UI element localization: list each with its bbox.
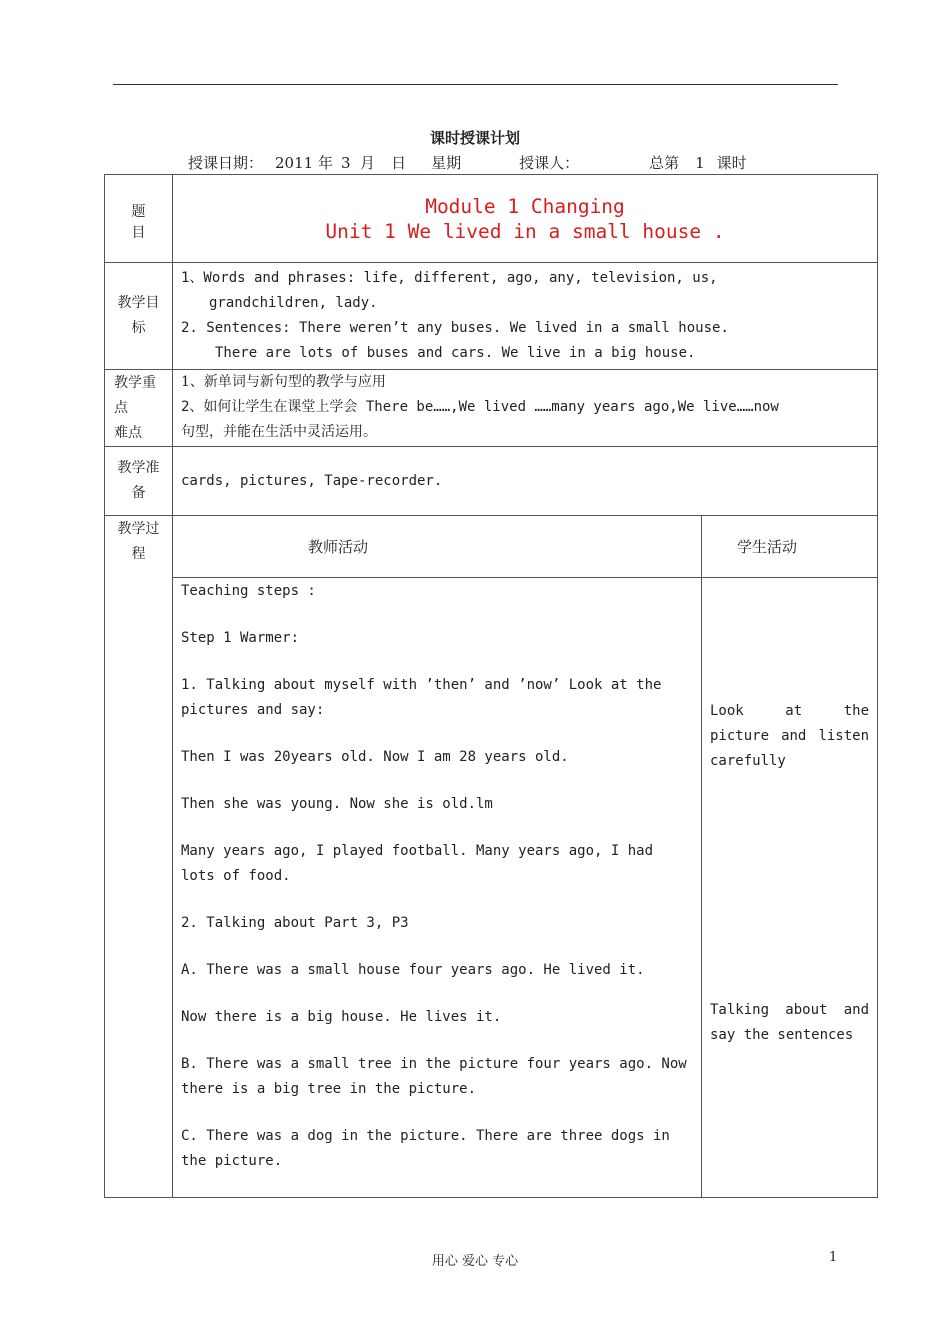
topic-label: 题 目: [105, 175, 173, 263]
date-label: 授课日期：: [188, 154, 264, 172]
objective-line: There are lots of buses and cars. We live in a big house.: [215, 345, 696, 361]
topic-cell: [173, 175, 878, 263]
prep-cell: [173, 447, 878, 516]
teaching-step-line: Then I was 20years old. Now I am 28 years old.: [181, 749, 569, 765]
lesson-plan-table: [104, 174, 878, 1198]
objectives-row: [105, 263, 878, 370]
page-number: 1: [829, 1250, 838, 1265]
keypoint-line: 句型，并能在生活中灵活运用。: [181, 424, 377, 440]
teaching-step-line: Many years ago, I played football. Many years ago, I had lots of food.: [181, 843, 654, 884]
student-activity-cell: [702, 578, 878, 1198]
keypoints-label: 教学重 点 难点: [105, 370, 173, 447]
teaching-step-line: 2. Talking about Part 3, P3: [181, 915, 409, 931]
total-label: 总第: [649, 154, 680, 172]
module-title: Module 1 Changing: [425, 195, 625, 218]
objectives-cell: [173, 263, 878, 370]
prep-label: 教学准 备: [105, 447, 173, 516]
teaching-step-line: Step 1 Warmer:: [181, 630, 300, 646]
objective-line: 1、Words and phrases: life, different, ago, any, television, us,: [181, 270, 718, 286]
keypoint-line: 2、如何让学生在课堂上学会 There be……,We lived ……many years ago,We live……now: [181, 399, 779, 415]
teacher-activity-header: 教师活动: [173, 516, 702, 578]
process-header-row: [105, 516, 878, 578]
student-note: Talking about and say the sentences: [710, 1002, 870, 1043]
lesson-meta: [188, 152, 747, 173]
month-value: 3 月: [340, 154, 376, 172]
teaching-step-line: A. There was a small house four years ago. He lived it.: [181, 962, 645, 978]
teaching-step-line: Then she was young. Now she is old.lm: [181, 796, 493, 812]
topic-row: [105, 175, 878, 263]
keypoints-row: [105, 370, 878, 447]
header-rule: [113, 84, 838, 85]
page-title: 课时授课计划: [429, 129, 520, 147]
teacher-label: 授课人：: [519, 154, 580, 172]
day-label: 日: [391, 154, 407, 172]
student-activity-header: 学生活动: [702, 516, 878, 578]
teaching-step-line: Now there is a big house. He lives it.: [181, 1009, 502, 1025]
prep-row: [105, 447, 878, 516]
teacher-activity-cell: [173, 578, 702, 1198]
teaching-step-line: C. There was a dog in the picture. There are three dogs in the picture.: [181, 1128, 670, 1169]
teaching-step-line: 1. Talking about myself with ’then’ and ’now’ Look at the pictures and say:: [181, 677, 662, 718]
lesson-number: 1: [695, 154, 705, 172]
year-value: 2011 年: [275, 154, 333, 172]
objective-line: grandchildren, lady.: [209, 295, 378, 311]
student-note: Look at the picture and listen carefully: [710, 703, 870, 769]
objective-line: 2. Sentences: There weren’t any buses. We lived in a small house.: [181, 320, 729, 336]
teaching-step-line: Teaching steps :: [181, 583, 316, 599]
footer-motto: 用心 爱心 专心: [431, 1254, 519, 1269]
keypoint-line: 1、新单词与新句型的教学与应用: [181, 374, 386, 390]
lesson-unit-label: 课时: [716, 154, 747, 172]
process-body-row: [105, 578, 878, 1198]
objectives-label: 教学目 标: [105, 263, 173, 370]
unit-title: Unit 1 We lived in a small house .: [325, 220, 725, 243]
weekday-label: 星期: [431, 154, 462, 172]
prep-text: cards, pictures, Tape-recorder.: [181, 472, 443, 489]
keypoints-cell: [173, 370, 878, 447]
teaching-step-line: B. There was a small tree in the picture four years ago. Now there is a big tree in the picture.: [181, 1056, 687, 1097]
process-label: 教学过 程: [105, 516, 173, 1198]
